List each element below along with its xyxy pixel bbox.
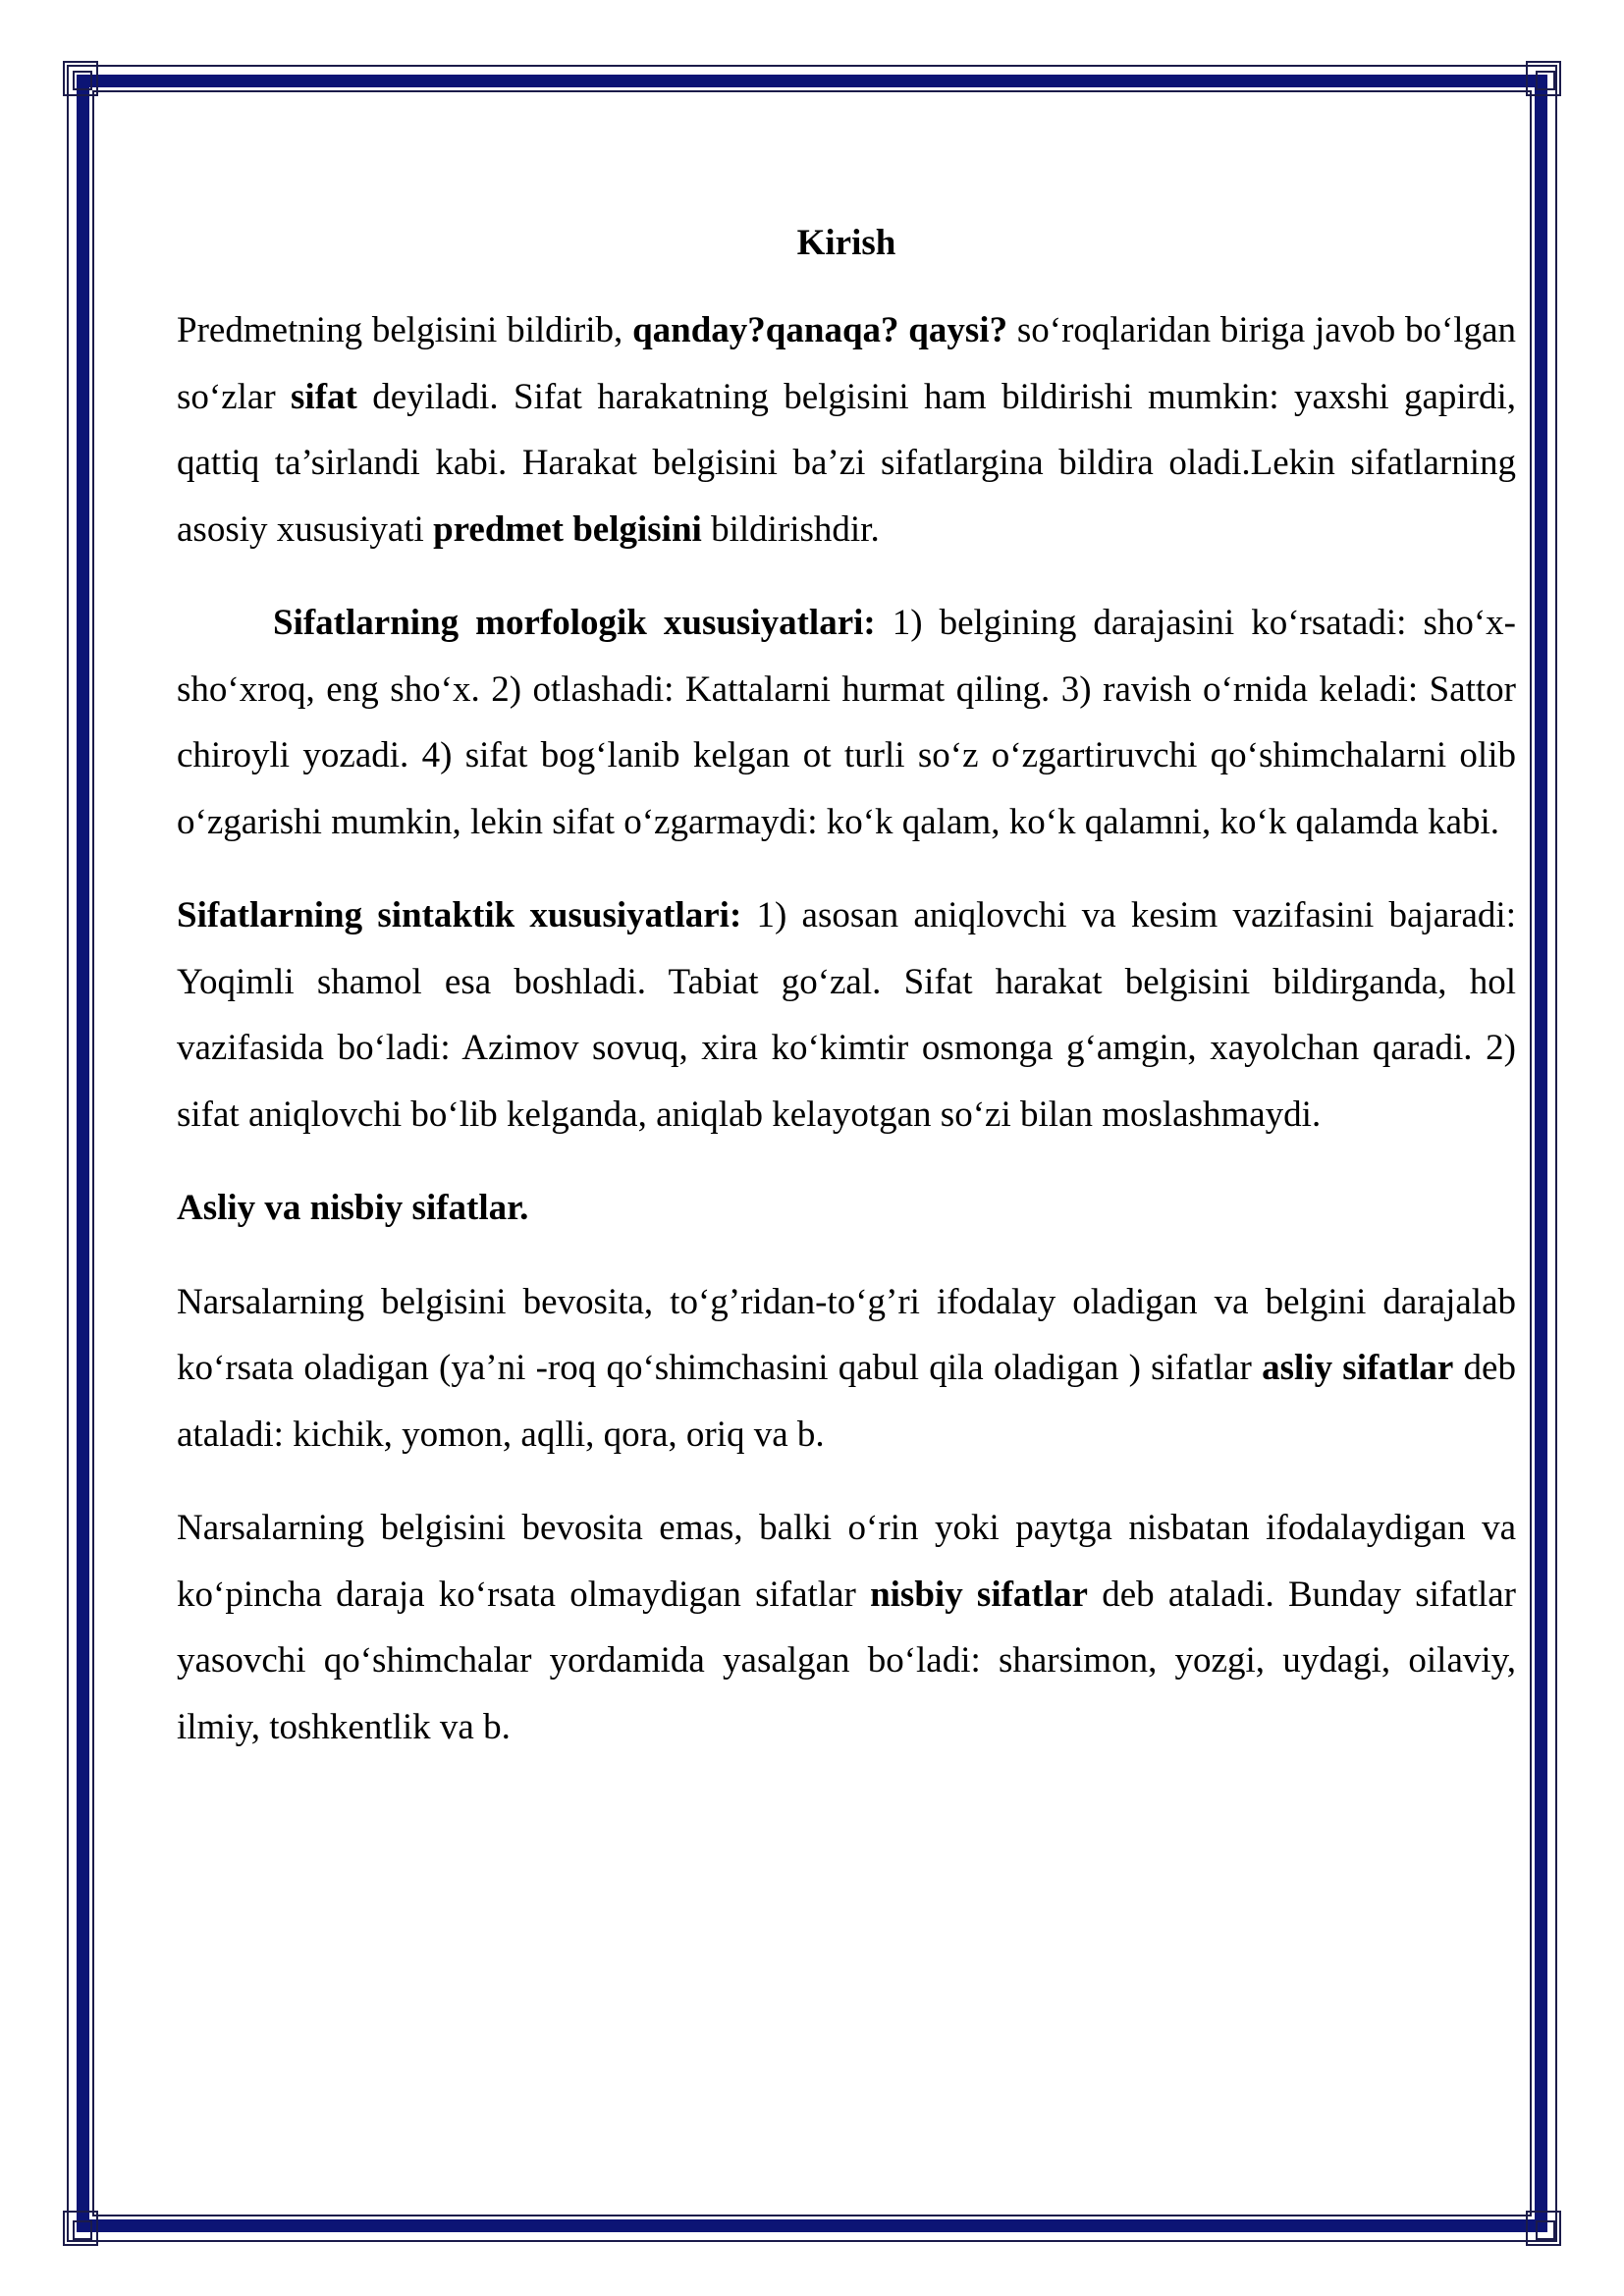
corner-ornament-top-left xyxy=(63,61,98,96)
text-run: deyiladi. Sifat harakatning belgisini ham bildirishi mumkin: yaxshi gapirdi, qattiq ta’sirlandi kabi. Harakat belgisini ba’zi sifatlargina bildira oladi.Lekin sifatlarning asosiy xususiyati xyxy=(177,376,1517,550)
paragraph-syntax xyxy=(177,882,1516,1148)
corner-ornament-bottom-left xyxy=(63,2211,98,2246)
paragraph-intro xyxy=(177,297,1516,562)
text-run: 1) belgining darajasini ko‘rsatadi: sho‘x-sho‘xroq, eng sho‘x. 2) otlashadi: Kattalarni hurmat qiling. 3) ravish o‘rnida keladi: Sattor chiroyli yozadi. 4) sifat bog‘lanib kelgan ot turli so‘z o‘zgartiruvchi qo‘shimchalarni olib o‘zgarishi mumkin, lekin sifat o‘zgarmaydi: ko‘k qalam, ko‘k qalamni, ko‘k qalamda kabi. xyxy=(177,603,1516,842)
paragraph-nisbiy xyxy=(177,1495,1516,1760)
corner-ornament-bottom-right xyxy=(1526,2211,1561,2246)
text-run: Narsalarning belgisini bevosita emas, balki o‘rin yoki paytga nisbatan ifodalaydigan va ko‘pincha daraja ko‘rsata olmaydigan sifatlar xyxy=(177,1508,1516,1615)
bold-term-nisbiy-sifatlar: nisbiy sifatlar xyxy=(870,1574,1088,1615)
paragraph-asliy xyxy=(177,1269,1516,1468)
bold-term-sintaktik: Sifatlarning sintaktik xususiyatlari: xyxy=(177,895,742,935)
paragraph-morphology xyxy=(177,590,1516,855)
bold-run: qanday?qanaqa? qaysi? xyxy=(632,310,1008,350)
bold-term-sifat: sifat xyxy=(291,376,357,417)
text-run: Predmetning belgisini bildirib, xyxy=(177,310,633,350)
text-run: 1) asosan aniqlovchi va kesim vazifasini bajaradi: Yoqimli shamol esa boshladi. Tabiat go‘zal. Sifat harakat belgisini bildirganda, hol vazifasida bo‘ladi: Azimov sovuq, xira ko‘kimtir osmonga g‘amgin, xayolchan qaradi. 2) sifat aniqlovchi bo‘lib kelganda, aniqlab kelayotgan so‘zi bilan moslashmaydi. xyxy=(177,895,1516,1135)
bold-term-morfologik: Sifatlarning morfologik xususiyatlari: xyxy=(273,603,876,643)
bold-term-predmet-belgisini: predmet belgisini xyxy=(433,508,702,550)
text-run: Narsalarning belgisini bevosita, to‘g’ridan-to‘g’ri ifodalay oladigan va belgini darajalab ko‘rsata oladigan (ya’ni -roq qo‘shimchasini qabul qila oladigan ) sifatlar xyxy=(177,1281,1516,1388)
document-body xyxy=(177,214,1516,1788)
text-run: deb ataladi. Bunday sifatlar yasovchi qo‘shimchalar yordamida yasalgan bo‘ladi: sharsimon, yozgi, uydagi, oilaviy, ilmiy, toshkentlik va b. xyxy=(177,1574,1517,1747)
section-heading: Asliy va nisbiy sifatlar. xyxy=(177,1188,529,1228)
text-run: so‘roqlaridan biriga javob bo‘lgan so‘zlar xyxy=(177,310,1516,417)
text-run: bildirishdir. xyxy=(701,508,880,550)
corner-ornament-top-right xyxy=(1526,61,1561,96)
document-title: Kirish xyxy=(796,223,896,263)
bold-term-asliy-sifatlar: asliy sifatlar xyxy=(1262,1348,1454,1388)
text-run: deb ataladi: kichik, yomon, aqlli, qora, oriq va b. xyxy=(177,1348,1516,1455)
